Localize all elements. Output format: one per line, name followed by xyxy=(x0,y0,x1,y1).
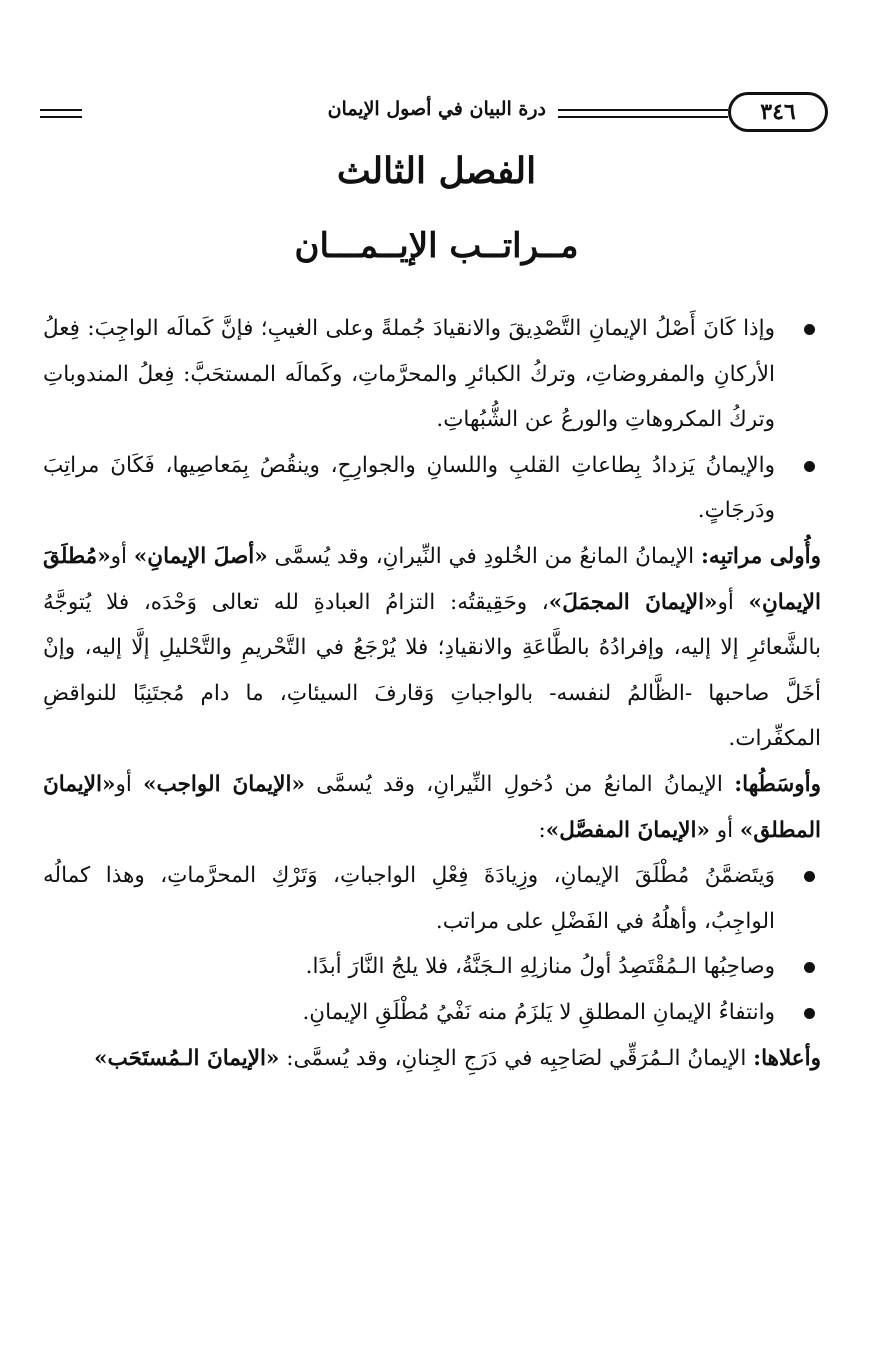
paragraph-lead: وأُولى مراتبِه: xyxy=(701,543,821,569)
paragraph-text: : xyxy=(538,817,546,843)
paragraph-text: الإيمانُ الـمُرَقِّي لصَاحِبِه في دَرَجِ الجِنانِ، وقد يُسمَّى: xyxy=(279,1045,754,1071)
bullet-paragraph: وانتفاءُ الإيمانِ المطلقِ لا يَلزَمُ منه نَفْيُ مُطْلَقِ الإيمانِ. xyxy=(43,990,821,1036)
paragraph-highest-rank xyxy=(43,1036,821,1082)
paragraph-text: الإيمانُ المانعُ من دُخولِ النِّيرانِ، وقد يُسمَّى xyxy=(304,771,735,797)
bullet-paragraph: وإذا كَانَ أَصْلُ الإيمانِ التَّصْدِيقَ والانقيادَ جُملةً وعلى الغيبِ؛ فإنَّ كَمالَه الواجِبَ: فِعلُ الأركانِ والمفروضاتِ، وتركُ الكبائرِ والمحرَّماتِ، وكَمالَه المستحَبَّ: فِعلُ المندوباتِ وتركُ المكروهاتِ والورعُ عن الشُّبُهاتِ. xyxy=(43,306,821,443)
term: «الإيمانَ المطلق» xyxy=(43,771,821,843)
bullet-paragraph: وصاحِبُها الـمُقْتَصِدُ أولُ منازلِهِ الـجَنَّةُ، فلا يلجُ النَّارَ أبدًا. xyxy=(43,944,821,990)
paragraph-first-rank xyxy=(43,534,821,762)
term: «أصلَ الإيمانِ» xyxy=(133,543,268,569)
running-header xyxy=(40,92,828,136)
bullet-paragraph: والإيمانُ يَزدادُ بِطاعاتِ القلبِ واللسانِ والجوارِحِ، وينقُصُ بِمَعاصِيها، فَكَانَ مراتِبَ ودَرجَاتٍ. xyxy=(43,443,821,534)
paragraph-text: أو xyxy=(115,771,144,797)
paragraph-middle-rank xyxy=(43,762,821,853)
bullet-paragraph: وَيتَضمَّنُ مُطْلَقَ الإيمانِ، وزِيادَةَ فِعْلِ الواجباتِ، وَتَرْكِ المحرَّماتِ، وهذا كمالُه الواجِبُ، وأهلُهُ في الفَضْلِ على مراتب. xyxy=(43,853,821,944)
book-title: درة البيان في أصول الإيمان xyxy=(327,98,546,120)
paragraph-text: الإيمانُ المانعُ من الخُلودِ في النِّيرانِ، وقد يُسمَّى xyxy=(267,543,701,569)
header-rule-end xyxy=(40,109,82,118)
header-rule xyxy=(558,109,728,118)
body-text xyxy=(43,306,821,1081)
paragraph-text: أو xyxy=(709,817,740,843)
paragraph-lead: وأوسَطُها: xyxy=(734,771,821,797)
section-title: مــراتــب الإيــمـــان xyxy=(294,226,579,266)
paragraph-lead: وأعلاها: xyxy=(753,1045,821,1071)
page-number: ٣٤٦ xyxy=(728,92,828,132)
term: «الإيمانَ المجمَلَ» xyxy=(548,589,718,615)
term: «الإيمانَ الواجب» xyxy=(143,771,305,797)
paragraph-text: ، وحَقِيقتُه: التزامُ العبادةِ لله تعالى وَحْدَه، فلا يُتوجَّهُ بالشَّعائرِ إلا إليه، وإفرادُهُ بالطَّاعَةِ والانقيادِ؛ فلا يُرْجَعُ في التَّحْريمِ والتَّحْليلِ إلَّا إليه، وإنْ أخَلَّ صاحبها -الظَّالمُ لنفسه- بالواجباتِ وَقارفَ السيئاتِ، ما دام مُجتَنِبًا للنواقضِ المكفِّرات. xyxy=(43,589,821,752)
term: «مُطلَقَ الإيمانِ» xyxy=(43,543,821,615)
term: «الإيمانَ الـمُستَحَب» xyxy=(94,1045,280,1071)
paragraph-text: أو xyxy=(717,589,749,615)
paragraph-text: أو xyxy=(110,543,134,569)
chapter-title: الفصل الثالث xyxy=(336,150,537,192)
term: «الإيمانَ المفصَّل» xyxy=(545,817,710,843)
